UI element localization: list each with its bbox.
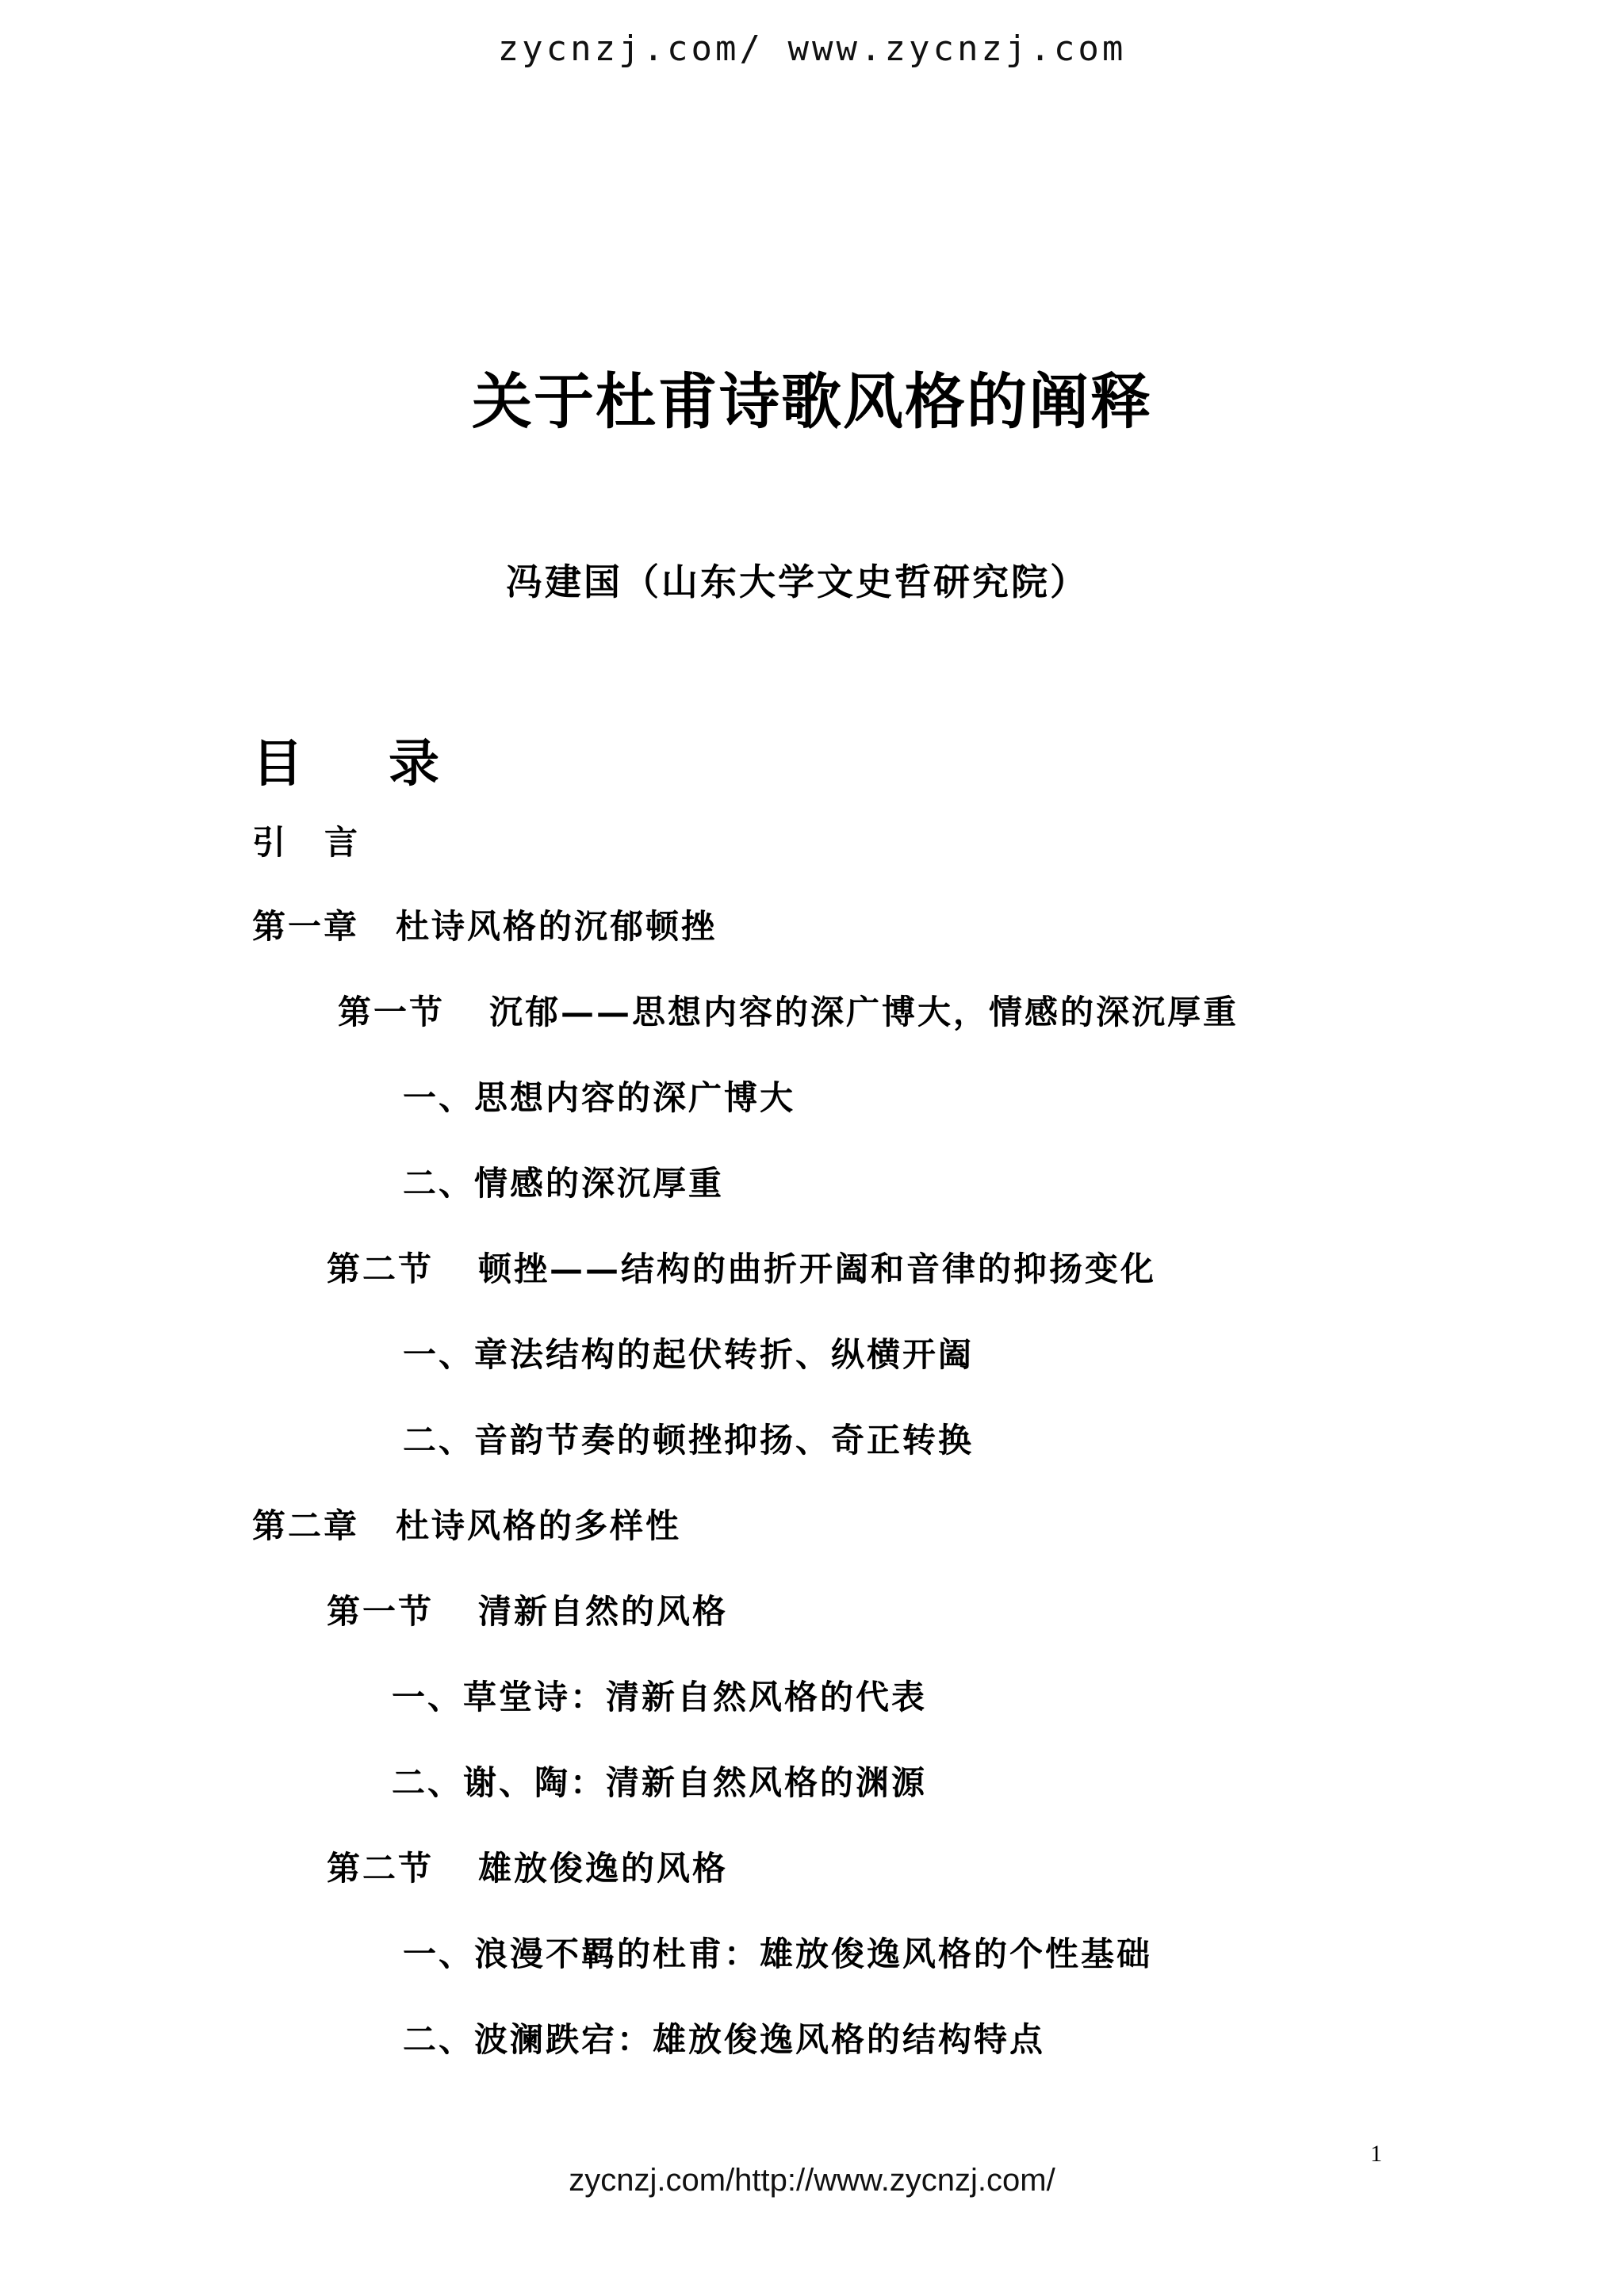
toc-heading-left: 目: [252, 735, 303, 794]
toc-entry-ch1-sec2-item2: [403, 1421, 975, 1460]
toc-entry-ch2-sec2: [327, 1849, 729, 1888]
toc-entry-text: 二、谢、陶：清新自然风格的渊源: [392, 1763, 928, 1802]
page-number: 1: [1370, 2141, 1382, 2167]
toc-entry-ch1-sec1-item1: [403, 1078, 796, 1117]
toc-entry-text: 一、章法结构的起伏转折、纵横开阖: [403, 1335, 975, 1374]
toc-entry-text: 二、音韵节奏的顿挫抑扬、奇正转换: [403, 1421, 975, 1460]
toc-entry-chapter-1: [252, 907, 718, 946]
toc-entry-label: 第二节: [327, 1849, 435, 1888]
toc-entry-ch1-sec2-item1: [403, 1335, 975, 1374]
toc-entry-text: 顿挫——结构的曲折开阖和音律的抑扬变化: [478, 1249, 1157, 1288]
toc-entry-text: 雄放俊逸的风格: [478, 1849, 729, 1888]
toc-entry-text: 言: [324, 823, 361, 862]
toc-entry-ch2-sec1: [327, 1592, 729, 1631]
document-title: 关于杜甫诗歌风格的阐释: [472, 366, 1152, 437]
toc-entry-text: 杜诗风格的沉郁顿挫: [396, 907, 718, 946]
toc-entry-ch2-sec2-item2: [403, 2020, 1046, 2059]
toc-entry-label: 第二章: [252, 1506, 360, 1545]
toc-entry-chapter-2: [252, 1506, 682, 1545]
toc-entry-intro: [252, 823, 361, 862]
toc-entry-text: 清新自然的风格: [478, 1592, 729, 1631]
toc-entry-text: 沉郁——思想内容的深广博大，情感的深沉厚重: [489, 993, 1239, 1031]
toc-heading: [252, 723, 439, 796]
toc-entry-label: 引: [252, 823, 289, 862]
toc-heading-right: 录: [389, 735, 439, 794]
header-url: zycnzj.com/ www.zycnzj.com: [497, 29, 1127, 69]
toc-entry-text: 一、草堂诗：清新自然风格的代表: [392, 1678, 928, 1716]
toc-entry-text: 一、思想内容的深广博大: [403, 1078, 796, 1117]
toc-entry-text: 一、浪漫不羁的杜甫：雄放俊逸风格的个性基础: [403, 1934, 1153, 1973]
toc-entry-ch1-sec2: [327, 1249, 1157, 1288]
toc-entry-label: 第一节: [327, 1592, 435, 1631]
toc-entry-ch1-sec1-item2: [403, 1164, 725, 1203]
toc-entry-text: 二、波澜跌宕：雄放俊逸风格的结构特点: [403, 2020, 1046, 2059]
toc-entry-text: 二、情感的深沉厚重: [403, 1164, 725, 1203]
toc-entry-text: 杜诗风格的多样性: [396, 1506, 682, 1545]
toc-entry-ch2-sec1-item2: [392, 1763, 928, 1802]
toc-entry-label: 第二节: [327, 1249, 435, 1288]
toc-entry-label: 第一节: [338, 993, 446, 1031]
toc-entry-label: 第一章: [252, 907, 360, 946]
toc-entry-ch2-sec2-item1: [403, 1934, 1153, 1973]
toc-entry-ch2-sec1-item1: [392, 1678, 928, 1716]
author-line: 冯建国（山东大学文史哲研究院）: [506, 561, 1089, 603]
footer-url: zycnzj.com/http://www.zycnzj.com/: [569, 2163, 1055, 2198]
toc-entry-ch1-sec1: [338, 993, 1239, 1031]
